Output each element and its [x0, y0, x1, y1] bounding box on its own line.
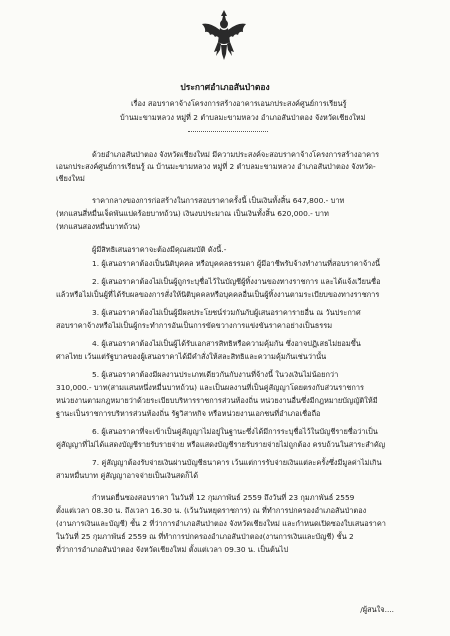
schedule-line: (งานการเงินและบัญชี) ชั้น 2 ที่ว่าการอำเภอสันป่าตอง จังหวัดเชียงใหม่ และกำหนดเปิดซองใบเสนอราคา [56, 519, 386, 528]
qualification-item-cont: แล้วหรือไม่เป็นผู้ที่ได้รับผลของการสั่งให้นิติบุคคลหรือบุคคลอื่นเป็นผู้ทิ้งงานตามระเบียบของทางราชการ [56, 290, 380, 299]
qualification-item: 1. ผู้เสนอราคาต้องเป็นนิติบุคคล หรือบุคคลธรรมดา ผู้มีอาชีพรับจ้างทำงานที่สอบราคาจ้างนี้ [92, 259, 381, 268]
qualification-item-cont: สามหมื่นบาท คู่สัญญาอาจจ่ายเป็นเงินสดก็ได้ [56, 471, 199, 480]
qualification-item: 3. ผู้เสนอราคาต้องไม่เป็นผู้มีผลประโยชน์ร่วมกันกับผู้เสนอราคารายอื่น ณ วันประกาศ [92, 308, 361, 317]
qualification-item: 2. ผู้เสนอราคาต้องไม่เป็นผู้ถูกระบุชื่อไว้ในบัญชีผู้ทิ้งงานของทางราชการ และได้แจ้งเวียนชื่อ [92, 277, 381, 286]
subject-line-2: บ้านมะขามหลวง หมู่ที่ 2 ตำบลมะขามหลวง อำเภอสันป่าตอง จังหวัดเชียงใหม่ [120, 113, 366, 122]
qualification-item-cont: ศาลไทย เว้นแต่รัฐบาลของผู้เสนอราคาได้มีคำสั่งให้สละสิทธิและความคุ้มกันเช่นว่านั้น [56, 352, 327, 361]
subject-line-1: เรื่อง สอบราคาจ้างโครงการสร้างอาคารเอนกประสงค์ศูนย์การเรียนรู้ [131, 99, 347, 108]
qualification-item: 6. ผู้เสนอราคาที่จะเข้าเป็นคู่สัญญาไม่อยู่ในฐานะซึ่งได้มีการระบุชื่อไว้ในบัญชีรายชื่อว่าเป็น [92, 427, 378, 436]
intro-line: เชียงใหม่ [56, 174, 85, 183]
intro-line: ด้วยอำเภอสันป่าตอง จังหวัดเชียงใหม่ มีความประสงค์จะสอบราคาจ้างโครงการสร้างอาคาร [92, 150, 380, 159]
qualification-item-cont: คู่สัญญาที่ไม่ได้แสดงบัญชีรายรับรายจ่าย หรือแสดงบัญชีรายรับรายจ่ายไม่ถูกต้อง ครบถ้วนในสาระสำคัญ [56, 440, 386, 449]
continued-marker: /ผู้สนใจ.... [360, 605, 394, 614]
schedule-line: ที่ว่าการอำเภอสันป่าตอง จังหวัดเชียงใหม่ ตั้งแต่เวลา 09.30 น. เป็นต้นไป [56, 545, 289, 554]
price-line: ราคากลางของการก่อสร้างในการสอบราคาครั้งนี้ เป็นเงินทั้งสิ้น 647,800.- บาท [92, 196, 345, 205]
qualification-item: 4. ผู้เสนอราคาต้องไม่เป็นผู้ได้รับเอกสารสิทธิหรือความคุ้มกัน ซึ่งอาจปฏิเสธไม่ยอมขึ้น [92, 339, 361, 348]
price-line: (หกแสนสองหมื่นบาทถ้วน) [56, 222, 141, 231]
qualification-item-cont: หน่วยงานตามกฎหมายว่าด้วยระเบียบบริหารราชการส่วนท้องถิ่น หน่วยงานอื่นซึ่งมีกฎหมายบัญญัติให้มี [56, 396, 378, 405]
qualification-item: 7. คู่สัญญาต้องรับจ่ายเงินผ่านบัญชีธนาคาร เว้นแต่การรับจ่ายเงินแต่ละครั้งซึ่งมีมูลค่าไม่เกิน [92, 458, 382, 467]
qualification-item-cont: ฐานะเป็นราชการบริหารส่วนท้องถิ่น รัฐวิสาหกิจ หรือหน่วยงานเอกชนที่อำเภอเชื่อถือ [56, 409, 321, 418]
qualification-item-cont: 310,000.- บาท(สามแสนหนึ่งหมื่นบาทถ้วน) และเป็นผลงานที่เป็นคู่สัญญาโดยตรงกับส่วนราชการ [56, 383, 364, 392]
price-line: (หกแสนสี่หมื่นเจ็ดพันแปดร้อยบาทถ้วน) เงินงบประมาณ เป็นเงินทั้งสิ้น 620,000.- บาท [56, 209, 329, 218]
intro-line: เอนกประสงค์ศูนย์การเรียนรู้ ณ บ้านมะขามหลวง หมู่ที่ 2 ตำบลมะขามหลวง อำเภอสันป่าตอง จังหวัด- [56, 162, 376, 171]
announcement-title: ประกาศอำเภอสันป่าตอง [180, 83, 270, 93]
qualifications-heading: ผู้มีสิทธิเสนอราคาจะต้องมีคุณสมบัติ ดังนี้.- [92, 245, 227, 254]
qualification-item: 5. ผู้เสนอราคาต้องมีผลงานประเภทเดียวกันกับงานที่จ้างนี้ ในวงเงินไม่น้อยกว่า [92, 370, 339, 379]
schedule-line: กำหนดยื่นซองสอบราคา ในวันที่ 12 กุมภาพันธ์ 2559 ถึงวันที่ 23 กุมภาพันธ์ 2559 [92, 493, 355, 502]
title-divider [188, 131, 268, 132]
schedule-line: ตั้งแต่เวลา 08.30 น. ถึงเวลา 16.30 น. (เว้นวันหยุดราชการ) ณ ที่ทำการปกครองอำเภอสันป่าตอง [56, 506, 367, 515]
garuda-emblem-icon [200, 8, 248, 64]
schedule-line: ในวันที่ 25 กุมภาพันธ์ 2559 ณ ที่ทำการปกครองอำเภอสันป่าตอง(งานการเงินและบัญชี) ชั้น 2 [56, 532, 354, 541]
qualification-item-cont: สอบราคาจ้างหรือไม่เป็นผู้กระทำการอันเป็นการขัดขวางการแข่งขันราคาอย่างเป็นธรรม [56, 321, 333, 330]
